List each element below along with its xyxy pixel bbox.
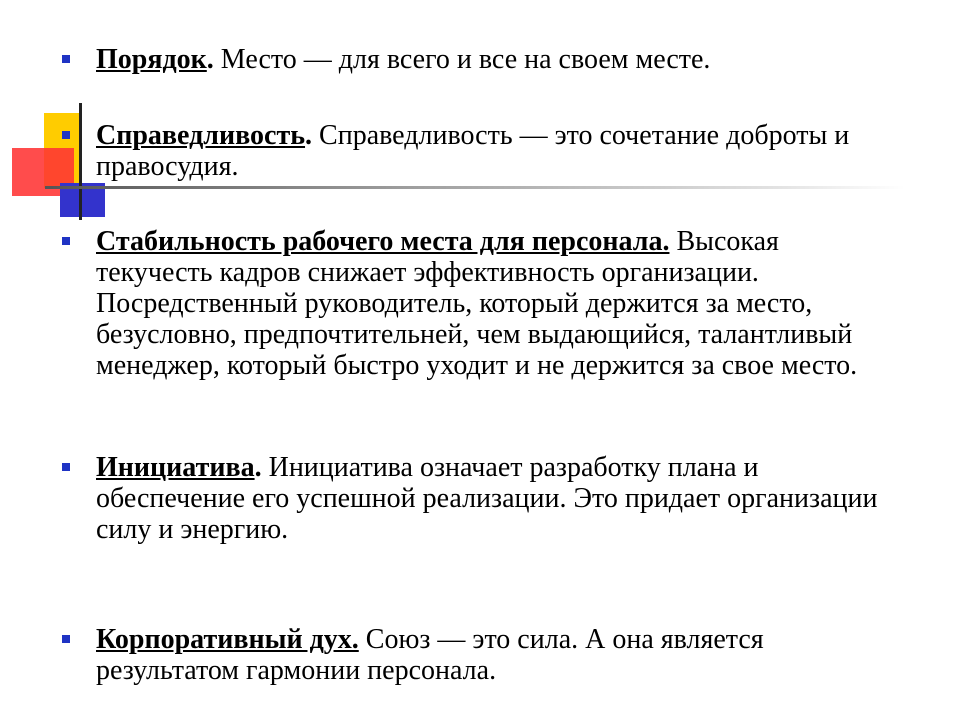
- bullet-corporate-spirit: [96, 624, 886, 686]
- bullet-text: Высокая текучесть кадров снижает эффективность организации. Посредственный руководитель, который держится за место, безусловно, предпочтительней, чем выдающийся, талантливый менеджер, который быстро уходит и не держится за свое место.: [96, 226, 858, 381]
- decor-horizontal-line: [45, 186, 905, 189]
- bullet-text: Справедливость — это сочетание доброты и правосудия.: [96, 120, 850, 182]
- bullet-text: Инициатива означает разработку плана и обеспечение его успешной реализации. Это придает организации силу и энергию.: [96, 452, 878, 545]
- square-bullet-icon: [62, 55, 70, 63]
- bullet-title: Инициатива: [96, 452, 255, 483]
- bullet-text: Союз — это сила. А она является результатом гармонии персонала.: [96, 624, 764, 686]
- square-bullet-icon: [62, 131, 70, 139]
- bullet-justice: Справедливость. Справедливость — это сочетание доброты и правосудия.: [96, 120, 886, 182]
- bullet-order: Порядок. Место — для всего и все на своем месте.: [96, 44, 886, 75]
- square-bullet-icon: [62, 237, 70, 245]
- bullet-title: Справедливость: [96, 120, 306, 151]
- square-bullet-icon: [62, 463, 70, 471]
- bullet-initiative: Инициатива. Инициатива означает разработку плана и обеспечение его успешной реализации. Это придает организации силу и энергию.: [96, 452, 886, 545]
- decor-vertical-line: [79, 103, 82, 220]
- bullet-stability: [96, 226, 886, 381]
- bullet-title: Корпоративный дух.: [96, 624, 359, 655]
- bullet-text: Место — для всего и все на своем месте.: [220, 44, 711, 75]
- bullet-title: Стабильность рабочего места для персонала.: [96, 226, 670, 257]
- square-bullet-icon: [62, 635, 70, 643]
- bullet-title: Порядок: [96, 44, 207, 75]
